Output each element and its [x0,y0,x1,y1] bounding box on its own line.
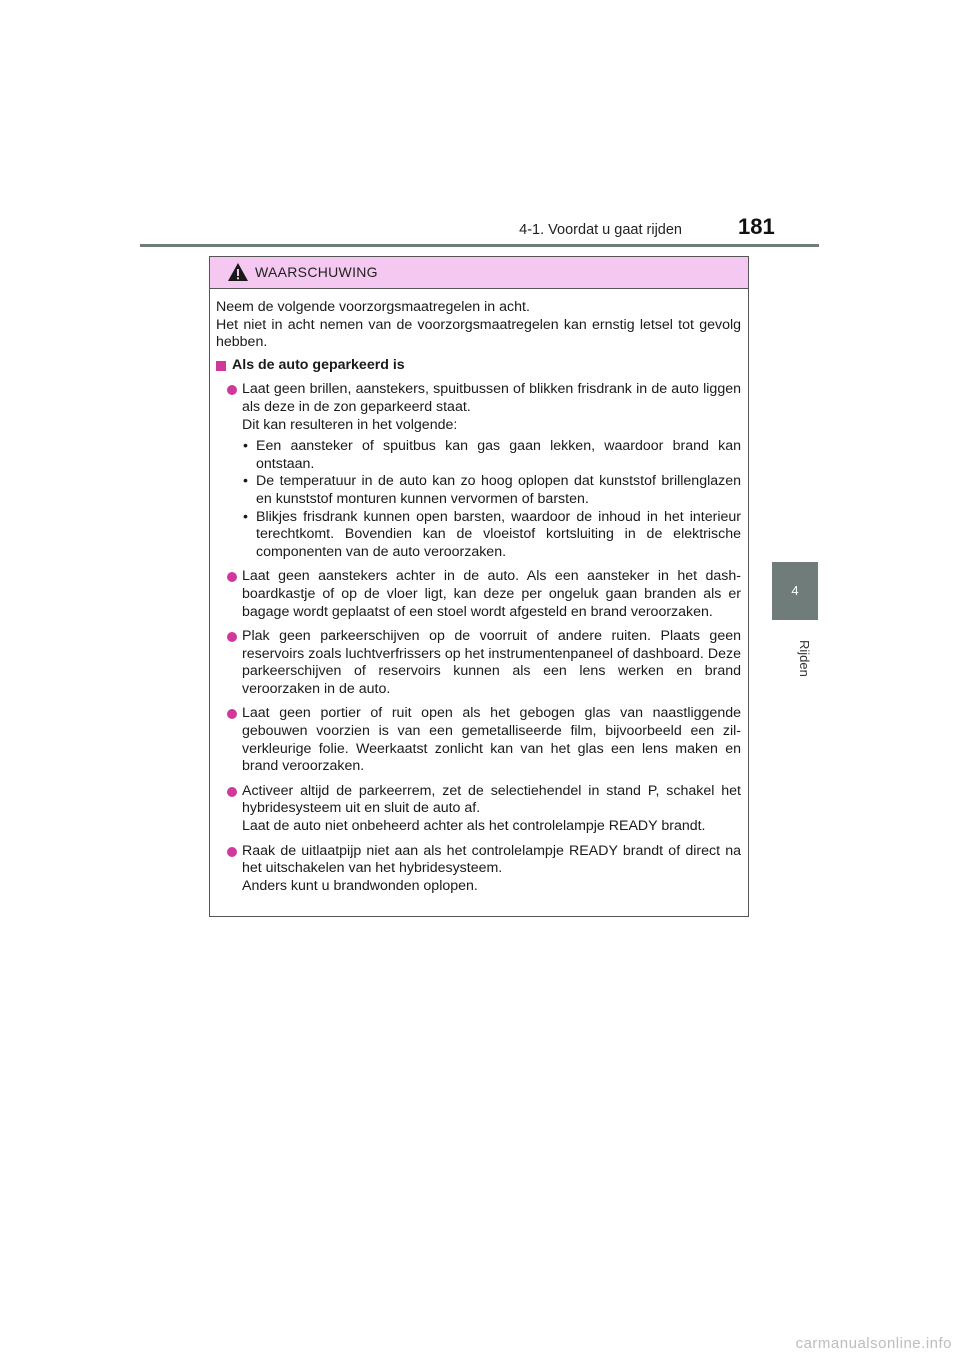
round-bullet-icon [227,572,237,582]
warning-item [216,843,741,896]
warning-triangle-icon [227,262,249,282]
item-text: Laat geen brillen, aanstekers, spuitbussen of blikken frisdrank in de auto liggen als deze in de zon geparkeerd staat. [242,381,741,415]
list-item: • De temperatuur in de auto kan zo hoog oplopen dat kunststof brillenglazen en kunststof monturen kunnen vervormen of barsten. [242,473,741,508]
consequence-list [242,438,741,561]
item-text: Laat geen portier of ruit open als het gebogen glas van naastliggende gebouwen voorzien is van een gemetalliseerde film, bijvoorbeeld een zilverkleurige folie. Weerkaatst zonlicht kan van het glas een lens maken en brand veroorzaken. [242,705,741,775]
warning-item [216,628,741,698]
item-text: Dit kan resulteren in het volgende: [242,416,458,433]
warning-intro [216,299,741,352]
round-bullet-icon [227,847,237,857]
chapter-label: Rijden [797,640,812,677]
section-title: 4-1. Voordat u gaat rijden [519,222,682,238]
subheading-text: Als de auto geparkeerd is [232,356,405,373]
intro-line: Het niet in acht nemen van de voorzorgsmaatregelen kan ernstig letsel tot gevolg hebben. [216,316,741,351]
warning-title: WAARSCHUWING [255,264,378,280]
chapter-tab: 4 [772,562,818,620]
round-bullet-icon [227,709,237,719]
item-text: Laat geen aanstekers achter in de auto. Als een aansteker in het dashboardkastje of op de vloer ligt, kan deze per ongeluk gaan branden als er bagage wordt geplaatst of een stoel wordt afgesteld en brand veroorzaken. [242,568,741,620]
page-header [0,0,960,250]
warning-body [210,289,748,895]
page-number: 181 [738,214,775,239]
item-text: Laat de auto niet onbeheerd achter als het controlelampje READY brandt. [242,818,706,835]
warning-header [210,257,748,289]
watermark: carmanualsonline.info [795,1335,952,1352]
item-text: Raak de uitlaatpijp niet aan als het controlelampje READY brandt of direct na het uitschakelen van het hybridesysteem. [242,842,741,877]
header-divider [140,244,819,247]
warning-item [216,783,741,836]
intro-line: Neem de volgende voorzorgsmaatregelen in acht. [216,299,530,315]
square-bullet-icon [216,361,226,371]
round-bullet-icon [227,385,237,395]
subheading [216,357,741,375]
warning-item [216,568,741,621]
item-text: Activeer altijd de parkeerrem, zet de selectiehendel in stand P, schakel het hybridesysteem uit en sluit de auto af. [242,782,741,817]
warning-item [216,381,741,561]
warning-box [209,256,749,917]
warning-item [216,705,741,775]
item-text: Plak geen parkeerschijven op de voorruit of andere ruiten. Plaats geen reservoirs zoals luchtverfrissers op het instrumentenpaneel of dashboard. Deze parkeerschijven of reservoirs kunnen als een lens werken en brand veroorzaken in de auto. [242,628,741,697]
list-item: • Blikjes frisdrank kunnen open barsten, waardoor de inhoud in het interieur terechtkomt. Bovendien kan de vloeistof kortsluiting in de elektrische componenten van de auto veroorzaken. [242,509,741,562]
round-bullet-icon [227,632,237,642]
list-item: • Een aansteker of spuitbus kan gas gaan lekken, waardoor brand kan ontstaan. [242,438,741,473]
item-text: Anders kunt u brandwonden oplopen. [242,877,478,894]
round-bullet-icon [227,787,237,797]
